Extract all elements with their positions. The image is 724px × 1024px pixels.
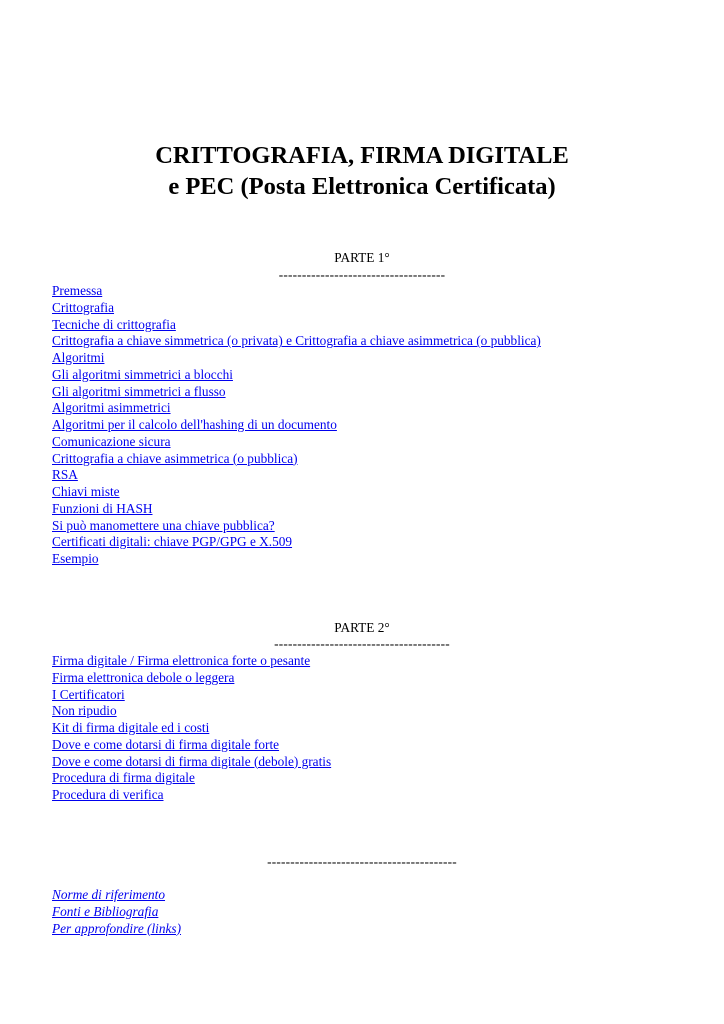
- list-item: [52, 434, 541, 451]
- list-item: [52, 670, 331, 687]
- link-algoritmi-asimmetrici[interactable]: Algoritmi asimmetrici: [52, 400, 171, 416]
- link-algoritmi-simmetrici-flusso[interactable]: Gli algoritmi simmetrici a flusso: [52, 383, 226, 399]
- link-premessa[interactable]: Premessa: [52, 283, 103, 298]
- list-item: [52, 754, 331, 771]
- list-item: [52, 687, 331, 704]
- link-comunicazione-sicura[interactable]: Comunicazione sicura: [52, 433, 171, 449]
- list-item: [52, 484, 541, 501]
- part-1-separator: ------------------------------------: [278, 267, 446, 282]
- part-2-link-list: [52, 653, 331, 804]
- list-item: [52, 501, 541, 518]
- link-chiave-asimmetrica[interactable]: Crittografia a chiave asimmetrica (o pubblica): [52, 450, 298, 466]
- list-item: [52, 534, 541, 551]
- list-item: [52, 737, 331, 754]
- link-algoritmi[interactable]: Algoritmi: [52, 350, 105, 365]
- link-firma-digitale-forte[interactable]: Firma digitale / Firma elettronica forte o pesante: [52, 653, 311, 668]
- list-item: [52, 417, 541, 434]
- list-item: [52, 720, 331, 737]
- link-chiave-simmetrica-asimmetrica[interactable]: Crittografia a chiave simmetrica (o privata) e Crittografia a chiave asimmetrica (o pubblica): [52, 333, 541, 349]
- list-item: [52, 921, 181, 938]
- page-title: [0, 140, 724, 202]
- list-item: [52, 400, 541, 417]
- list-item: [52, 904, 181, 921]
- link-algoritmi-hashing[interactable]: Algoritmi per il calcolo dell'hashing di un documento: [52, 417, 337, 432]
- list-item: [52, 367, 541, 384]
- title-line-2: e PEC (Posta Elettronica Certificata): [168, 173, 556, 200]
- link-kit-firma-digitale[interactable]: Kit di firma digitale ed i costi: [52, 720, 210, 735]
- list-item: [52, 887, 181, 904]
- link-certificati-digitali[interactable]: Certificati digitali: chiave PGP/GPG e X.509: [52, 534, 293, 550]
- list-item: [52, 300, 541, 317]
- part-1-link-list: [52, 283, 541, 568]
- list-item: [52, 384, 541, 401]
- link-per-approfondire[interactable]: Per approfondire (links): [52, 920, 182, 936]
- link-crittografia[interactable]: Crittografia: [52, 299, 115, 315]
- list-item: [52, 283, 541, 300]
- list-item: [52, 518, 541, 535]
- link-tecniche-di-crittografia[interactable]: Tecniche di crittografia: [52, 316, 176, 332]
- list-item: [52, 770, 331, 787]
- part-2-separator: --------------------------------------: [274, 636, 450, 651]
- link-chiavi-miste[interactable]: Chiavi miste: [52, 484, 120, 499]
- list-item: [52, 317, 541, 334]
- link-rsa[interactable]: RSA: [52, 467, 78, 483]
- list-item: [52, 350, 541, 367]
- list-item: [52, 703, 331, 720]
- link-algoritmi-simmetrici-blocchi[interactable]: Gli algoritmi simmetrici a blocchi: [52, 366, 233, 382]
- list-item: [52, 451, 541, 468]
- link-norme-di-riferimento[interactable]: Norme di riferimento: [52, 887, 166, 902]
- link-procedura-firma[interactable]: Procedura di firma digitale: [52, 770, 195, 786]
- link-procedura-verifica[interactable]: Procedura di verifica: [52, 787, 164, 802]
- list-item: [52, 551, 541, 568]
- link-funzioni-di-hash[interactable]: Funzioni di HASH: [52, 500, 153, 516]
- link-manomettere-chiave-pubblica[interactable]: Si può manomettere una chiave pubblica?: [52, 517, 275, 533]
- part-1-heading: PARTE 1°: [334, 250, 390, 265]
- list-item: [52, 467, 541, 484]
- list-item: [52, 653, 331, 670]
- link-firma-elettronica-debole[interactable]: Firma elettronica debole o leggera: [52, 669, 235, 685]
- list-item: [52, 333, 541, 350]
- appendix-separator: -----------------------------------------: [267, 854, 457, 869]
- link-esempio[interactable]: Esempio: [52, 551, 99, 566]
- link-i-certificatori[interactable]: I Certificatori: [52, 686, 125, 702]
- list-item: [52, 787, 331, 804]
- appendix-link-list: [52, 887, 181, 937]
- link-dotarsi-firma-forte[interactable]: Dove e come dotarsi di firma digitale forte: [52, 736, 280, 752]
- link-non-ripudio[interactable]: Non ripudio: [52, 703, 117, 719]
- title-line-1: CRITTOGRAFIA, FIRMA DIGITALE: [155, 142, 569, 169]
- link-dotarsi-firma-gratis[interactable]: Dove e come dotarsi di firma digitale (debole) gratis: [52, 753, 332, 769]
- part-2-heading: PARTE 2°: [334, 620, 390, 635]
- link-fonti-bibliografia[interactable]: Fonti e Bibliografia: [52, 903, 159, 919]
